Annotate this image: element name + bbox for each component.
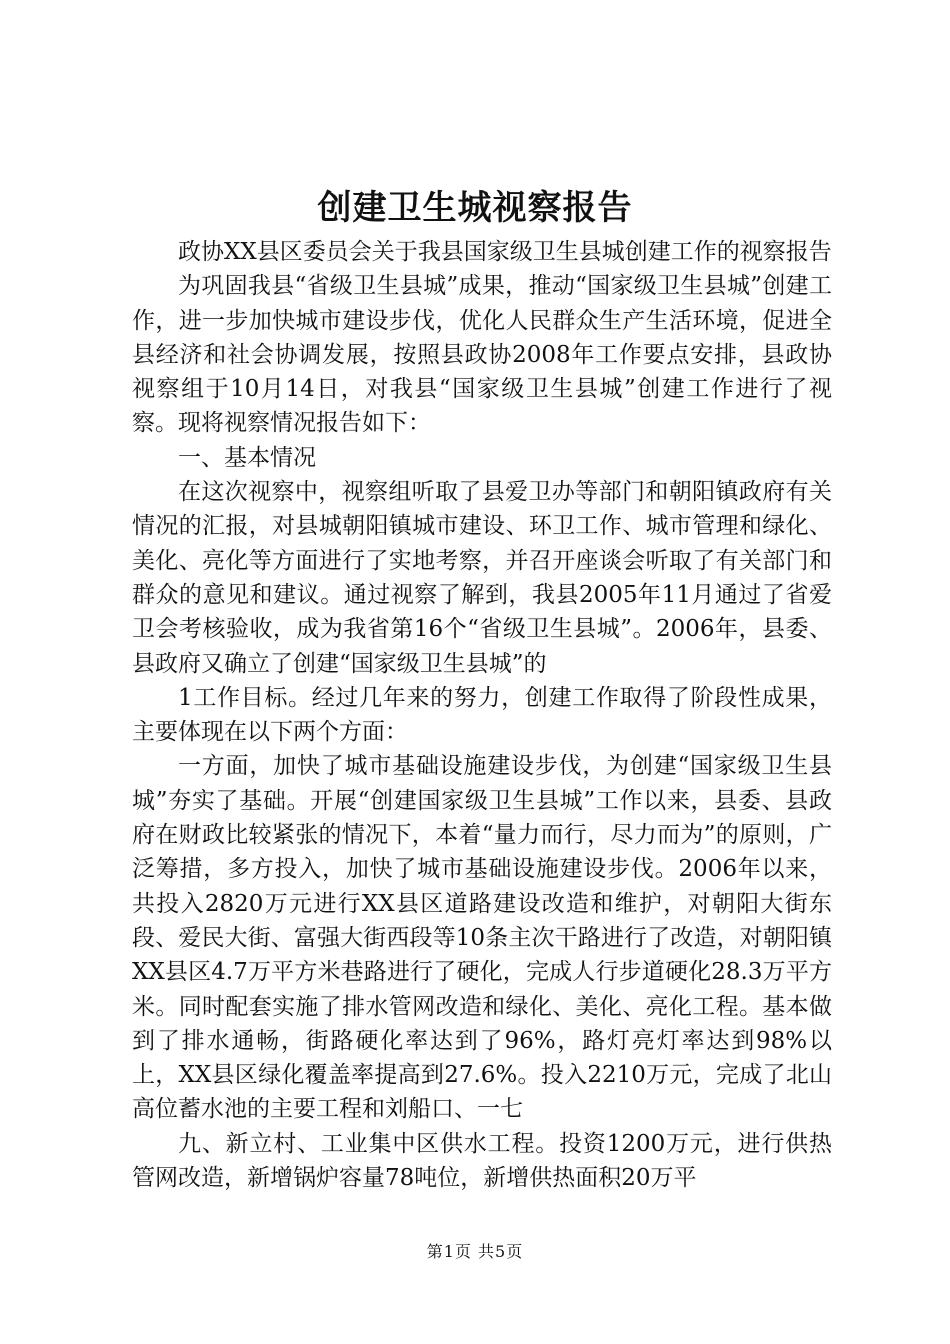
- paragraph-heading-line: 政协XX县区委员会关于我县国家级卫生县城创建工作的视察报告: [178, 239, 832, 265]
- paragraph-water-heating: 九、新立村、工业集中区供水工程。投资1200万元，进行供热管网改造，新增锅炉容量78吨位，新增供热面积20万平: [132, 1130, 832, 1192]
- section-heading: 一、基本情况: [178, 444, 316, 471]
- document-title: 创建卫生城视察报告: [317, 188, 633, 228]
- paragraph-goal: 1工作目标。经过几年来的努力，创建工作取得了阶段性成果，主要体现在以下两个方面：: [132, 684, 832, 746]
- paragraph-overview: 在这次视察中，视察组听取了县爱卫办等部门和朝阳镇政府有关情况的汇报，对县城朝阳镇城市建设、环卫工作、城市管理和绿化、美化、亮化等方面进行了实地考察，并召开座谈会听取了有关部门和群众的意见和建议。通过视察了解到，我县2005年11月通过了省爱卫会考核验收，成为我省第16个“省级卫生县城”。2006年，县委、县政府又确立了创建“国家级卫生县城”的: [132, 479, 832, 677]
- page-number-footer: 第1页 共5页: [426, 1242, 524, 1261]
- paragraph-infrastructure: 一方面，加快了城市基础设施建设步伐，为创建“国家级卫生县城”夯实了基础。开展“创建国家级卫生县城”工作以来，县委、县政府在财政比较紧张的情况下，本着“量力而行，尽力而为”的原则，广泛筹措，多方投入，加快了城市基础设施建设步伐。2006年以来，共投入2820万元进行XX县区道路建设改造和维护，对朝阳大街东段、爱民大街、富强大街西段等10条主次干路进行了改造，对朝阳镇XX县区4.7万平方米巷路进行了硬化，完成人行步道硬化28.3万平方米。同时配套实施了排水管网改造和绿化、美化、亮化工程。基本做到了排水通畅，街路硬化率达到了96%，路灯亮灯率达到98%以上，XX县区绿化覆盖率提高到27.6%。投入2210万元，完成了北山高位蓄水池的主要工程和刘船口、一七: [132, 753, 832, 1123]
- paragraph-intro: 为巩固我县“省级卫生县城”成果，推动“国家级卫生县城”创建工作，进一步加快城市建设步伐，优化人民群众生产生活环境，促进全县经济和社会协调发展，按照县政协2008年工作要点安排，县政协视察组于10月14日，对我县“国家级卫生县城”创建工作进行了视察。现将视察情况报告如下：: [132, 273, 832, 437]
- document-body: [132, 235, 832, 1195]
